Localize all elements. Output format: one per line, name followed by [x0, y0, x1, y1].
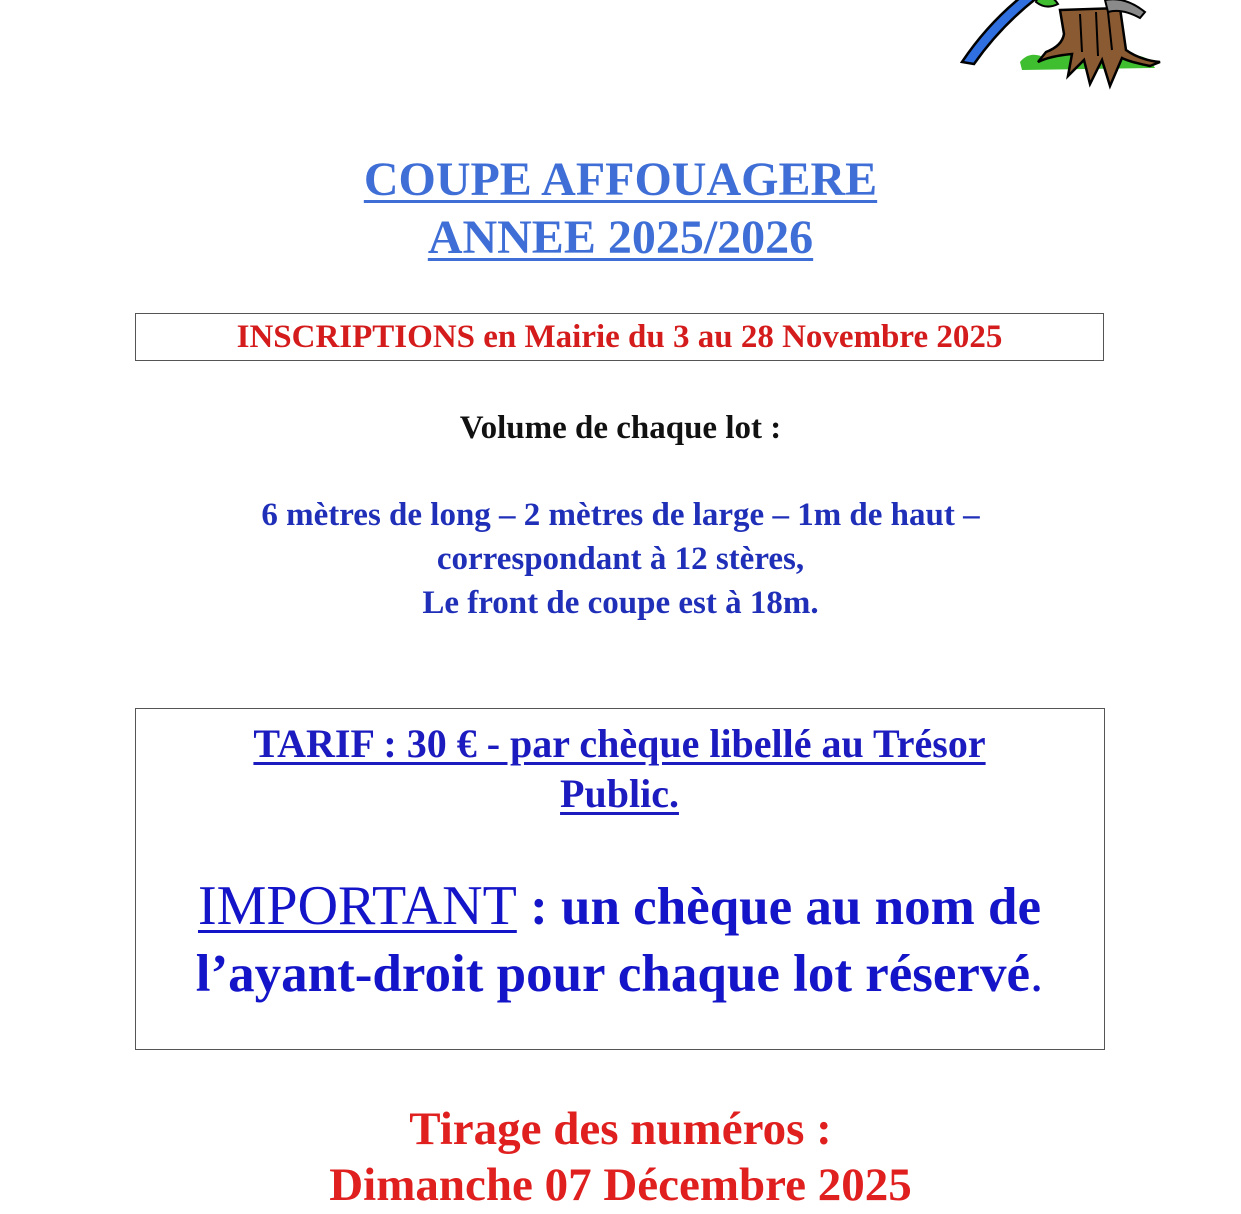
important-text-1: : un chèque au nom de — [516, 878, 1042, 936]
tarif-line-1 — [136, 719, 1103, 769]
volume-heading: Volume de chaque lot : — [459, 410, 782, 446]
tarif-text-1: TARIF : 30 € - par chèque libellé au Trésor — [253, 721, 986, 766]
draw-heading: Tirage des numéros : — [409, 1103, 832, 1155]
important-text-2: l’ayant-droit pour chaque lot réservé — [195, 945, 1030, 1003]
page-subtitle-year: ANNEE 2025/2026 — [427, 211, 814, 264]
tarif-line-2 — [136, 769, 1103, 819]
page-title: COUPE AFFOUAGERE — [363, 153, 878, 206]
tarif-box — [135, 708, 1105, 1050]
volume-front-de-coupe: Le front de coupe est à 18m. — [422, 585, 819, 621]
draw-date: Dimanche 07 Décembre 2025 — [329, 1159, 912, 1211]
axe-and-tree-stump-icon — [950, 0, 1180, 90]
volume-steres: correspondant à 12 stères, — [436, 541, 805, 577]
important-period: . — [1029, 945, 1044, 1003]
tarif-text-2: Public. — [560, 771, 679, 816]
important-label: IMPORTANT — [197, 875, 517, 937]
inscriptions-text: INSCRIPTIONS en Mairie du 3 au 28 Novembre 2025 — [236, 319, 1003, 355]
important-line-2 — [136, 941, 1103, 1007]
important-line-1 — [136, 873, 1103, 940]
volume-dimensions: 6 mètres de long – 2 mètres de large – 1m de haut – — [261, 497, 980, 533]
inscriptions-box — [135, 313, 1104, 361]
